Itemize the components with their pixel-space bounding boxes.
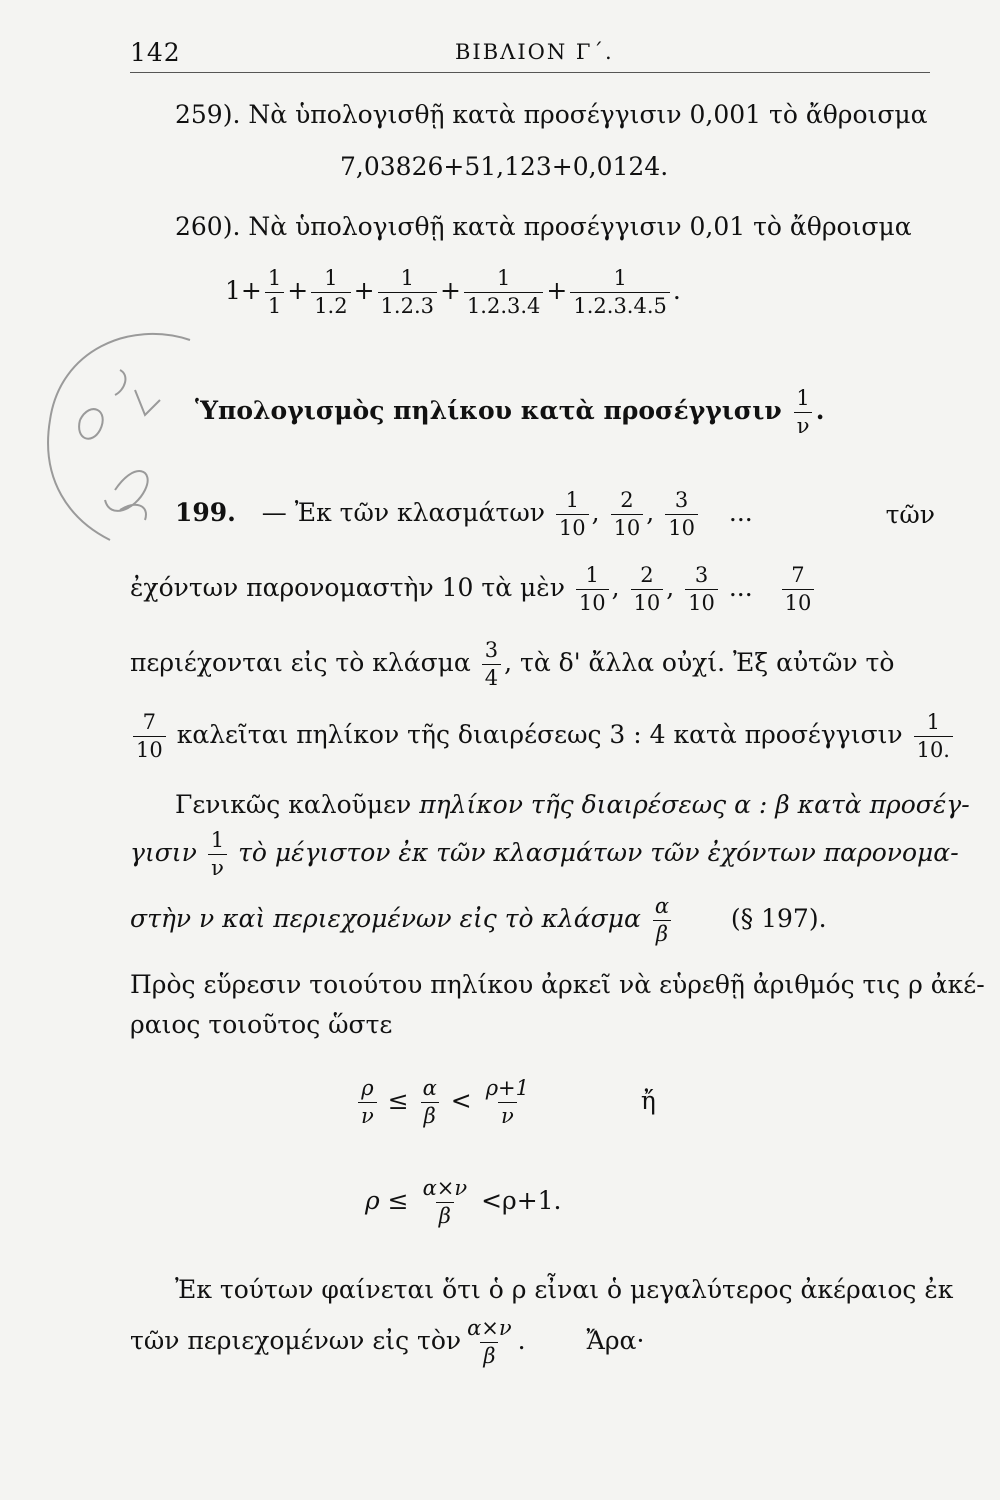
pencil-marginalia bbox=[20, 300, 220, 560]
inequality-1: $\frac{\rho}{\nu}$ ≤ $\frac{\alpha}{\beta}$ < $\frac{\rho+1}{\nu}$ ἤ bbox=[355, 1078, 656, 1127]
general-line-2: γισιν $\frac{1}{\nu}$ τὸ μέγιστον ἐκ τῶν κλασμάτων τῶν ἐχόντων παρονομα- bbox=[130, 828, 959, 880]
section-title: Ὑπολογισμὸς πηλίκου κατὰ προσέγγισιν $\frac{1}{\nu}$ . bbox=[195, 386, 825, 438]
header-rule bbox=[130, 72, 930, 73]
p199-line-2: ἐχόντων παρονομαστὴν 10 τὰ μὲν $\frac{1}{10}$ , $\frac{2}{10}$ , $\frac{3}{10}$ ... $\frac{7}{10}$ bbox=[130, 565, 817, 614]
series-term-2: $\frac{1}{1.2}$ bbox=[311, 268, 350, 317]
series-term-4: $\frac{1}{1.2.3.4}$ bbox=[464, 268, 543, 317]
paragraph-number: 199. bbox=[175, 498, 236, 527]
exercise-259-text: 259). Νὰ ὑπολογισθῇ κατὰ προσέγγισιν 0,001 τὸ ἄθροισμα bbox=[175, 100, 928, 129]
page-number: 142 bbox=[130, 38, 181, 67]
general-line-1: Γενικῶς καλοῦμεν πηλίκον τῆς διαιρέσεως α : β κατὰ προσέγ- bbox=[175, 790, 970, 819]
running-title: ΒΙΒΛΙΟΝ Γ΄. bbox=[455, 40, 614, 64]
series-term-3: $\frac{1}{1.2.3}$ bbox=[378, 268, 437, 317]
final-line-2: τῶν περιεχομένων εἰς τὸν $\frac{\alpha\times\nu}{\beta}$ . Ἄρα· bbox=[130, 1316, 645, 1368]
search-line-2: ραιος τοιοῦτος ὥστε bbox=[130, 1010, 393, 1039]
search-line-1: Πρὸς εὕρεσιν τοιούτου πηλίκου ἀρκεῖ νὰ εὑρεθῇ ἀριθμός τις ρ ἀκέ- bbox=[130, 970, 985, 999]
final-line-1: Ἐκ τούτων φαίνεται ὅτι ὁ ρ εἶναι ὁ μεγαλύτερος ἀκέραιος ἐκ bbox=[175, 1275, 954, 1304]
p199-line-4: $\frac{7}{10}$ καλεῖται πηλίκον τῆς διαιρέσεως 3 : 4 κατὰ προσέγγισιν $\frac{1}{10.}$ bbox=[130, 712, 956, 761]
exercise-260-series: 1+ $\frac{1}{1}$ + $\frac{1}{1.2}$ + $\frac{1}{1.2.3}$ + $\frac{1}{1.2.3.4}$ + $\frac{1}{1.2.3.4.5}$ . bbox=[225, 266, 681, 318]
series-term-5: $\frac{1}{1.2.3.4.5}$ bbox=[570, 268, 670, 317]
general-line-3: στὴν ν καὶ περιεχομένων εἰς τὸ κλάσμα $\frac{\alpha}{\beta}$ (§ 197). bbox=[130, 894, 827, 946]
exercise-259-sum: 7,03826+51,123+0,0124. bbox=[340, 152, 669, 181]
series-term-1: $\frac{1}{1}$ bbox=[265, 268, 284, 317]
section-title-fraction: $\frac{1}{\nu}$ bbox=[793, 388, 812, 437]
p199-line-3: περιέχονται εἰς τὸ κλάσμα $\frac{3}{4}$ , τὰ δ' ἄλλα οὐχί. Ἐξ αὐτῶν τὸ bbox=[130, 638, 895, 690]
inequality-2: ρ ≤ $\frac{\alpha\times\nu}{\beta}$ <ρ+1. bbox=[365, 1176, 562, 1228]
p199-line-1: 199. — Ἐκ τῶν κλασμάτων $\frac{1}{10}$ , $\frac{2}{10}$ , $\frac{3}{10}$ ... τῶν bbox=[175, 488, 935, 540]
exercise-260-text: 260). Νὰ ὑπολογισθῇ κατὰ προσέγγισιν 0,01 τὸ ἄθροισμα bbox=[175, 212, 912, 241]
